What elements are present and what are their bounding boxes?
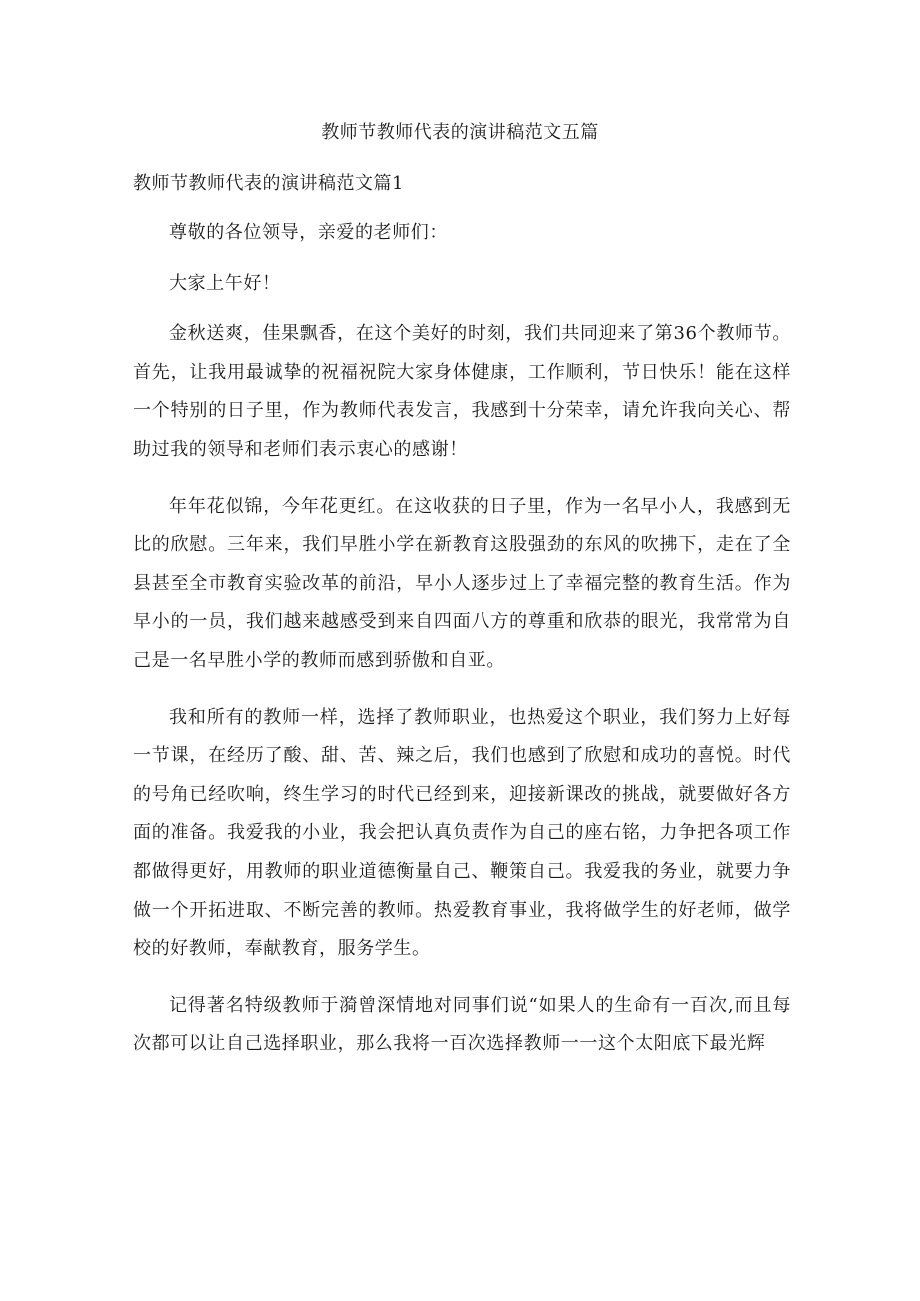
paragraph-profession: 我和所有的教师一样，选择了教师职业，也热爱这个职业，我们努力上好每一节课，在经历了酸、甜、苦、辣之后，我们也感到了欣慰和成功的喜悦。时代的号角已经吹响，终生学习的时代已经到来，迎接新课改的挑战，就要做好各方面的准备。我爱我的小业，我会把认真负责作为自己的座右铭，力争把各项工作都做得更好，用教师的职业道德衡量自己、鞭策自己。我爱我的务业，就要力争做一个开拓进取、不断完善的教师。热爱教育事业，我将做学生的好老师，做学校的好教师，奉献教育，服务学生。 bbox=[133, 706, 791, 960]
paragraph-greeting: 大家上午好！ bbox=[169, 272, 281, 294]
paragraph-salutation: 尊敬的各位领导，亲爱的老师们： bbox=[169, 222, 448, 243]
paragraph-quote: 记得著名特级教师于漪曾深情地对同事们说“如果人的生命有一百次,而且每次都可以让自己选择职业，那么我将一百次选择教师一一这个太阳底下最光辉 bbox=[133, 994, 791, 1055]
paragraph-opening: 金秋送爽，佳果飘香，在这个美好的时刻，我们共同迎来了第36个教师节。首先，让我用最诚挚的祝福祝院大家身体健康，工作顺利，节日快乐！能在这样一个特别的日子里，作为教师代表发言，我感到十分荣幸，请允许我向关心、帮助过我的领导和老师们表示衷心的感谢！ bbox=[133, 323, 791, 460]
section-heading: 教师节教师代表的演讲稿范文篇1 bbox=[133, 173, 404, 194]
document-title: 教师节教师代表的演讲稿范文五篇 bbox=[321, 122, 599, 143]
document-body bbox=[133, 214, 791, 1064]
paragraph-school: 年年花似锦，今年花更红。在这收获的日子里，作为一名早小人，我感到无比的欣慰。三年来，我们早胜小学在新教育这股强劲的东风的吹拂下，走在了全县甚至全市教育实验改革的前沿，早小人逐步过上了幸福完整的教育生活。作为早小的一员，我们越来越感受到来自四面八方的尊重和欣恭的眼光，我常常为自己是一名早胜小学的教师而感到骄傲和自亚。 bbox=[133, 495, 791, 671]
